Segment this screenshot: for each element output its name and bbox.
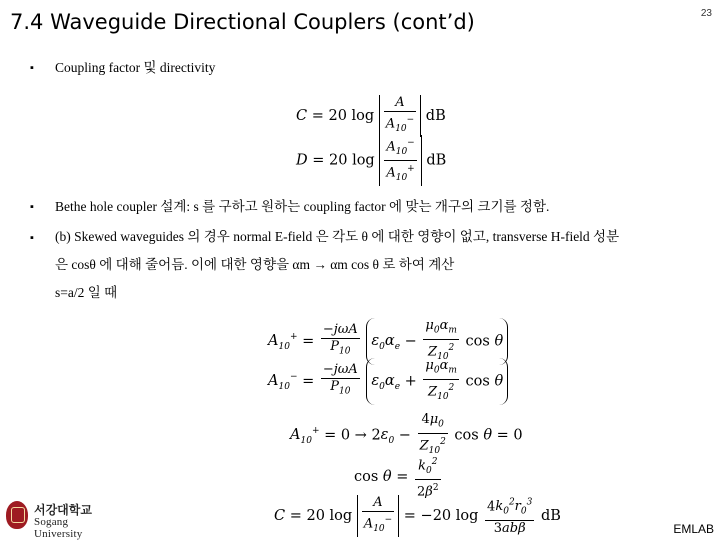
logo-korean: 서강대학교 bbox=[34, 503, 92, 517]
bullet-marker: ▪ bbox=[30, 232, 34, 244]
bullet-skewed-line1: (b) Skewed waveguides 의 경우 normal E-field 은 각도 θ 에 대한 영향이 없고, transverse H-field 성분 bbox=[55, 229, 620, 244]
bullet-marker: ▪ bbox=[30, 201, 34, 213]
page-number: 23 bbox=[700, 8, 712, 19]
equation-a10-minus: $A_{10}^-$ = $\frac{\text{−jωA}}{P_{10}}$ $\varepsilon_0\alpha_e$ + $\frac{\mu_0\alpha_m}{Z_{10}^2}$ cos θ bbox=[268, 358, 508, 405]
logo-english: Sogang University bbox=[34, 516, 83, 540]
bullet-bethe-hole: Bethe hole coupler 설계: s 를 구하고 원하는 coupling factor 에 맞는 개구의 크기를 정함. bbox=[55, 199, 550, 214]
slide-title: 7.4 Waveguide Directional Couplers (cont’d) bbox=[10, 10, 475, 34]
university-seal-icon bbox=[6, 501, 28, 529]
equation-zero-condition: $A_{10}^+ = 0 \to 2\varepsilon_0$ − $\frac{4\mu_0}{Z_{10}^2}$ cos θ = 0 bbox=[290, 412, 523, 456]
equation-a10-plus: $A_{10}^+$ = $\frac{\text{−jωA}}{P_{10}}$ $\varepsilon_0\alpha_e$ − $\frac{\mu_0\alpha_m}{Z_{10}^2}$ cos θ bbox=[268, 318, 508, 365]
equation-cos-theta: cos θ = $\frac{k_0^2}{2\beta^2}$ bbox=[354, 454, 443, 500]
equation-coupling-definition: C = 20 log $\frac{A}{A_{10}^-}$ dB bbox=[296, 95, 446, 137]
bullet-skewed-line3: s=a/2 일 때 bbox=[55, 285, 118, 300]
equation-coupling-result: C = 20 log $\frac{A}{A_{10}^-}$ = −20 log $\frac{4k_0^2r_0^3}{\text{3abβ}}$ dB bbox=[274, 495, 561, 536]
bullet-coupling-directivity: Coupling factor 및 directivity bbox=[55, 60, 216, 75]
bullet-skewed-line2: 은 cosθ 에 대해 줄어듬. 이에 대한 영향을 αm → αm cos θ 로 하여 계산 bbox=[55, 257, 455, 272]
bullet-marker: ▪ bbox=[30, 62, 34, 74]
footer-label: EMLAB bbox=[673, 522, 714, 536]
equation-directivity-definition: D = 20 log $\frac{A_{10}^-}{A_{10}^+}$ dB bbox=[296, 135, 446, 186]
university-logo bbox=[6, 501, 118, 540]
